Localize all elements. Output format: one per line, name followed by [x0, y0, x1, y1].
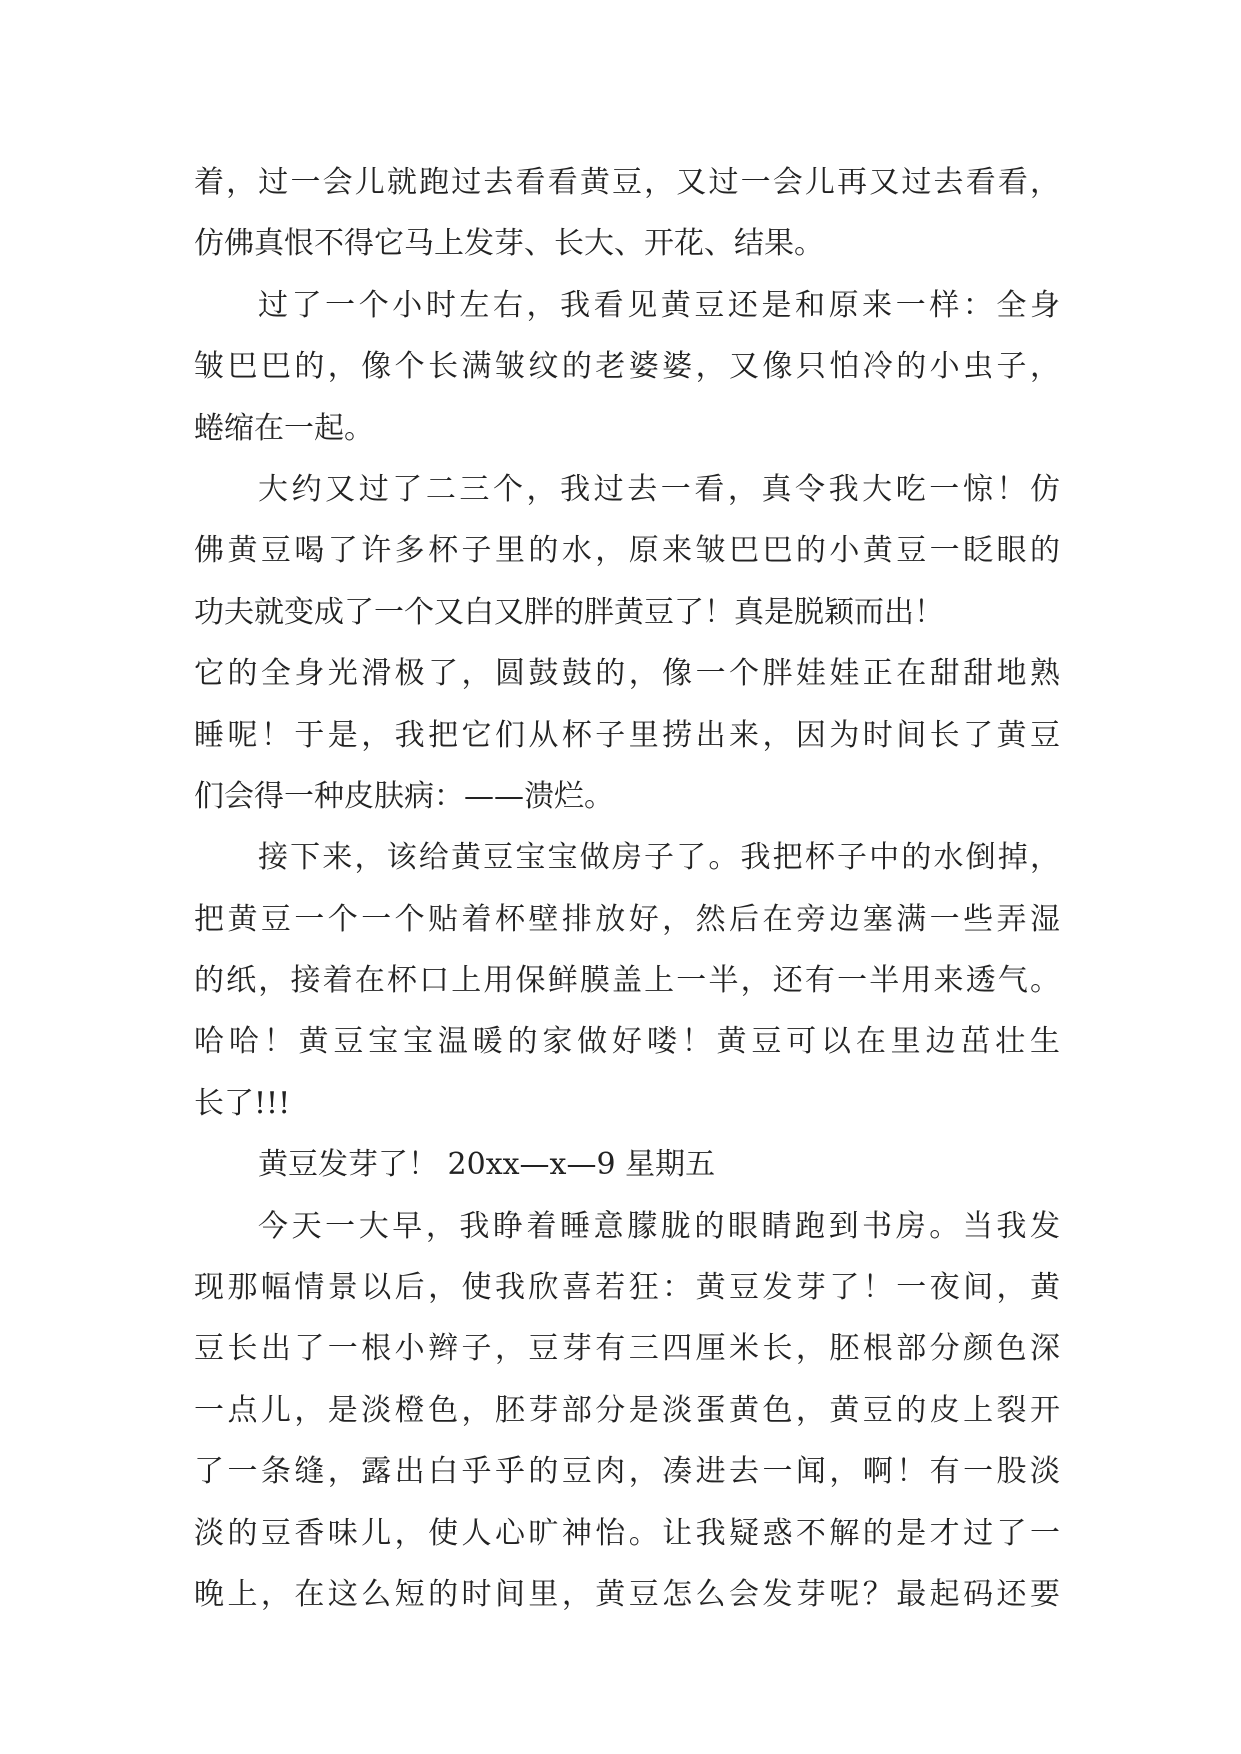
body-text — [194, 152, 1060, 1625]
paragraph-first-line: 今天一大早，我睁着睡意朦胧的眼睛跑到书房。当我发 — [258, 1208, 1060, 1244]
text-line: 了一条缝，露出白乎乎的豆肉，凑进去一闻，啊！有一股淡 — [194, 1454, 1060, 1490]
text-line: 仿佛真恨不得它马上发芽、长大、开花、结果。 — [194, 226, 824, 262]
text-line: 皱巴巴的，像个长满皱纹的老婆婆，又像只怕冷的小虫子， — [194, 349, 1060, 385]
text-line: 的纸，接着在杯口上用保鲜膜盖上一半，还有一半用来透气。 — [194, 963, 1060, 999]
text-line: 现那幅情景以后，使我欣喜若狂：黄豆发芽了！一夜间，黄 — [194, 1270, 1060, 1306]
text-line: 功夫就变成了一个又白又胖的胖黄豆了！真是脱颖而出！ — [194, 594, 944, 630]
text-line: 睡呢！于是，我把它们从杯子里捞出来，因为时间长了黄豆 — [194, 717, 1060, 753]
paragraph-first-line: 大约又过了二三个，我过去一看，真令我大吃一惊！仿 — [258, 471, 1060, 507]
text-line: 淡的豆香味儿，使人心旷神怡。让我疑惑不解的是才过了一 — [194, 1515, 1060, 1551]
text-line: 一点儿，是淡橙色，胚芽部分是淡蛋黄色，黄豆的皮上裂开 — [194, 1392, 1060, 1428]
entry-heading: 黄豆发芽了！ 20xx—x—9 星期五 — [258, 1147, 716, 1183]
text-line: 晚上，在这么短的时间里，黄豆怎么会发芽呢？最起码还要 — [194, 1576, 1060, 1612]
text-line: 佛黄豆喝了许多杯子里的水，原来皱巴巴的小黄豆一眨眼的 — [194, 533, 1060, 569]
text-line: 长了!!! — [194, 1085, 291, 1121]
text-line: 哈哈！黄豆宝宝温暖的家做好喽！黄豆可以在里边茁壮生 — [194, 1024, 1060, 1060]
text-line: 们会得一种皮肤病：——溃烂。 — [194, 778, 614, 814]
paragraph-first-line: 过了一个小时左右，我看见黄豆还是和原来一样：全身 — [258, 287, 1060, 323]
paragraph-first-line: 接下来，该给黄豆宝宝做房子了。我把杯子中的水倒掉， — [258, 840, 1060, 876]
text-line: 它的全身光滑极了，圆鼓鼓的，像一个胖娃娃正在甜甜地熟 — [194, 656, 1060, 692]
text-line: 把黄豆一个一个贴着杯壁排放好，然后在旁边塞满一些弄湿 — [194, 901, 1060, 937]
text-line: 着，过一会儿就跑过去看看黄豆，又过一会儿再又过去看看， — [194, 165, 1060, 200]
text-line: 豆长出了一根小辫子，豆芽有三四厘米长，胚根部分颜色深 — [194, 1331, 1060, 1367]
text-line: 蜷缩在一起。 — [194, 410, 374, 446]
